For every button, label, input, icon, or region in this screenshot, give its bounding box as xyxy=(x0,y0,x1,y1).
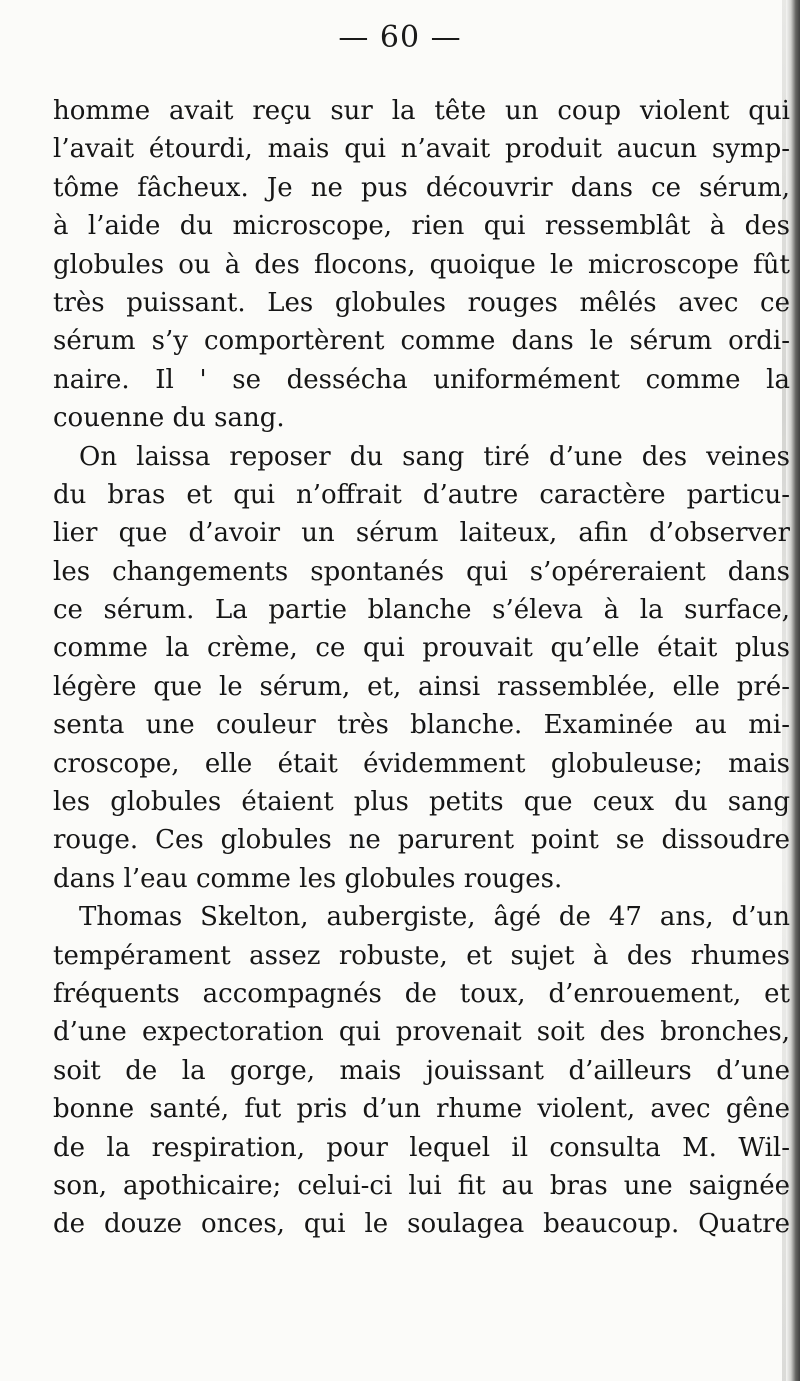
text-line: légère que le sérum, et, ainsi rassemblée, elle pré- xyxy=(53,671,790,702)
text-line: senta une couleur très blanche. Examinée au mi- xyxy=(53,710,790,741)
text-line: bonne santé, fut pris d’un rhume violent, avec gêne xyxy=(53,1094,790,1125)
text-line: homme avait reçu sur la tête un coup violent qui xyxy=(53,96,790,126)
text-line: très puissant. Les globules rouges mêlés avec ce xyxy=(53,287,790,318)
text-line: couenne du sang. xyxy=(53,403,285,434)
paragraph-2 xyxy=(53,438,790,899)
text-line: de la respiration, pour lequel il consulta M. Wil- xyxy=(53,1132,790,1163)
text-line: d’une expectoration qui provenait soit des bronches, xyxy=(53,1017,790,1048)
text-line: soit de la gorge, mais jouissant d’ailleurs d’une xyxy=(53,1055,790,1086)
text-line: ce sérum. La partie blanche s’éleva à la surface, xyxy=(53,595,790,626)
text-line: son, apothicaire; celui-ci lui fit au bras une saignée xyxy=(53,1170,790,1201)
text-line: sérum s’y comportèrent comme dans le sérum ordi- xyxy=(53,326,790,357)
body-text xyxy=(53,92,790,1244)
text-line: du bras et qui n’offrait d’autre caractère particu- xyxy=(53,479,790,510)
text-line: les globules étaient plus petits que ceux du sang xyxy=(53,787,790,818)
text-line: fréquents accompagnés de toux, d’enrouement, et xyxy=(53,978,790,1009)
text-line: comme la crème, ce qui prouvait qu’elle était plus xyxy=(53,633,790,664)
paragraph-1 xyxy=(53,92,790,438)
text-line: On laissa reposer du sang tiré d’une des veines xyxy=(79,441,790,472)
paragraph-3 xyxy=(53,898,790,1244)
text-line: rouge. Ces globules ne parurent point se dissoudre xyxy=(53,825,790,856)
text-line: l’avait étourdi, mais qui n’avait produit aucun symp- xyxy=(53,134,790,165)
text-line: croscope, elle était évidemment globuleuse; mais xyxy=(53,748,790,779)
text-line: naire. Il ' se dessécha uniformément comme la xyxy=(53,364,790,395)
text-line: globules ou à des flocons, quoique le microscope fût xyxy=(53,249,790,280)
text-line: tôme fâcheux. Je ne pus découvrir dans ce sérum, xyxy=(53,172,790,203)
text-line: les changements spontanés qui s’opéreraient dans xyxy=(53,556,790,587)
page-number: — 60 — xyxy=(338,20,462,55)
text-line: à l’aide du microscope, rien qui ressemblât à des xyxy=(53,211,790,242)
text-line: de douze onces, qui le soulagea beaucoup. Quatre xyxy=(53,1209,790,1240)
text-line: tempérament assez robuste, et sujet à des rhumes xyxy=(53,940,790,971)
text-line: dans l’eau comme les globules rouges. xyxy=(53,863,563,894)
text-line: lier que d’avoir un sérum laiteux, afin d’observer xyxy=(53,518,790,549)
text-line: Thomas Skelton, aubergiste, âgé de 47 ans, d’un xyxy=(79,902,790,933)
